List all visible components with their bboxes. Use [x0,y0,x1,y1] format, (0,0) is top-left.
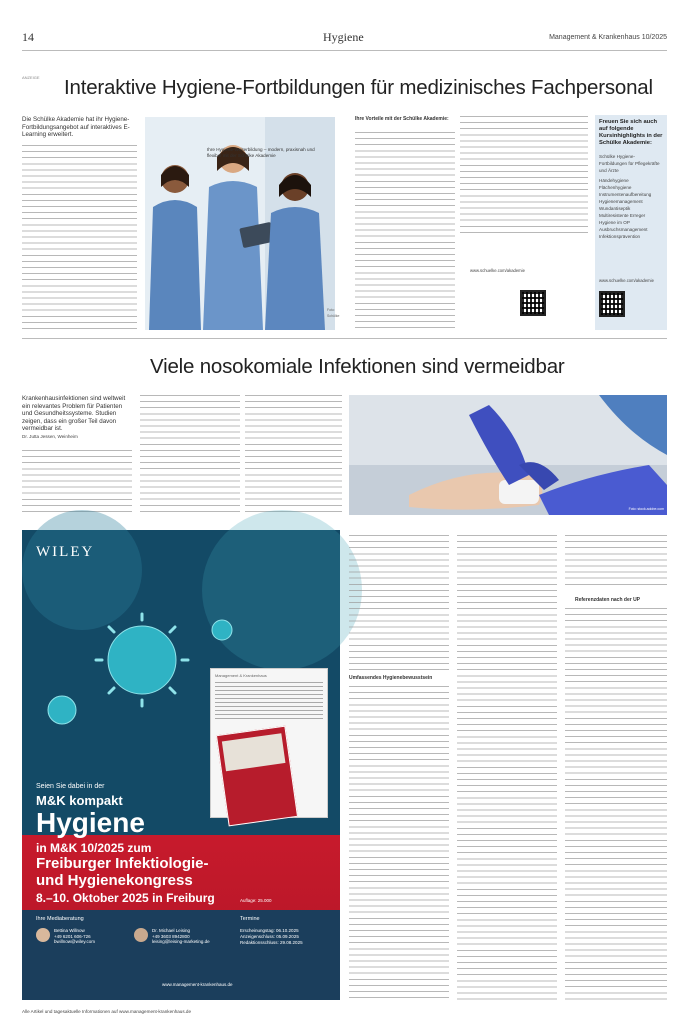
list-item: Flächenhygiene [599,185,632,190]
term-label: Erscheinungstag: [240,928,275,933]
ad-kicker2: M&K kompakt [36,793,123,808]
list-item: Instrumentenaufbereitung [599,192,652,197]
wiley-logo: WILEY [36,544,95,560]
terms-list [240,928,303,946]
akademie-link-left[interactable]: www.schuelke.com/akademie [470,268,525,273]
list-item: Händehygiene [599,178,629,183]
article2-lead: Krankenhausinfektionen sind weltweit ein relevantes Problem für Patienten und Gesundheitssysteme. Studien zeigen, dass ein großer Teil davon vermeidbar ist. [22,395,126,433]
list-item: Hygienemanagement [599,199,643,204]
article1-body-col2 [355,132,455,330]
infobox-title: Freuen Sie sich auch auf folgende Kursinhighlights in der Schülke Akademie: [599,119,663,146]
list-item: Ausbruchsmanagement [599,227,648,232]
contact-1 [54,928,95,945]
advantages-heading: Ihre Vorteile mit der Schülke Akademie: [355,116,449,122]
contact-name: Dr. Michael Leising [152,928,191,933]
article1-title: Interaktive Hygiene-Fortbildungen für medizinisches Fachpersonal [64,76,653,99]
article1-body-col3 [460,116,588,236]
photo-credit: Foto: Schülke [327,308,340,319]
article2-body-col6b [565,608,667,1001]
article2-title: Viele nosokomiale Infektionen sind vermeidbar [150,355,565,378]
contact-mail[interactable]: leising@leising-marketing.de [152,939,210,945]
infobox-list [599,177,663,240]
subhead-referenzdaten: Referenzdaten nach der UP [575,597,641,603]
dates-label: Termine [240,916,260,922]
footer-text[interactable]: Alle Artikel und tagesaktuelle Informationen auf www.management-krankenhaus.de [22,1009,192,1014]
article2-body-col4b [349,686,449,1001]
term-value: 06.10.2025 [276,928,299,933]
ad-red-panel [22,783,340,1000]
contact-name: Bettina Willnow [54,928,85,933]
article1-body-col1 [22,145,137,330]
ad-sub3: und Hygienekongress [36,872,193,889]
article2-body-col4a [349,535,449,670]
list-item: Multiresistente Erreger [599,213,646,218]
article2-body-col3 [245,395,342,513]
term-label: Redaktionsschluss: [240,940,279,945]
article2-body-col6a [565,535,667,590]
contact-2 [152,928,210,945]
wiley-advertisement[interactable] [22,530,340,1000]
infobox [595,115,667,330]
list-item: Infektionsprävention [599,234,641,239]
page-number: 14 [22,30,34,44]
ad-auflage: Auflage: 25.000 [240,898,272,903]
ad-kicker1: Seien Sie dabei in der [36,783,105,790]
wound-care-photo [349,395,667,515]
header-rule [22,50,667,51]
ad-url[interactable]: www.management-krankenhaus.de [162,982,233,987]
subhead-hygienebewusstsein: Umfassendes Hygienebewusstsein [349,675,433,681]
list-item: Wundantiseptik [599,206,631,211]
photo2-credit: Foto: stock.adobe.com [628,506,664,511]
article2-body-col1 [22,450,132,514]
contact-phone: +49 3603 8942800 [152,933,190,939]
publication-info: Management & Krankenhaus 10/2025 [549,34,667,41]
list-item: Hygiene im OP [599,220,630,225]
akademie-link-right[interactable]: www.schuelke.com/akademie [599,278,654,283]
article2-body-col2 [140,395,240,513]
contact-phone: +49 6201 606-726 [54,933,91,939]
contact-mail[interactable]: bwillnow@wiley.com [54,939,95,945]
article-divider [22,338,667,339]
ad-sub2: Freiburger Infektiologie- [36,855,209,872]
article2-body-col5 [457,535,557,1001]
contact-label: Ihre Mediaberatung [36,916,84,922]
magazine-cover-front [216,726,298,827]
magazine-small-title: Management & Krankenhaus [215,673,267,678]
infobox-intro: Schülke Hygiene-Fortbildungen für Pflegekräfte und Ärzte [599,154,660,173]
ad-dates: 8.–10. Oktober 2025 in Freiburg [36,891,215,905]
nurses-photo [145,117,340,330]
term-label: Anzeigenschluss: [240,934,276,939]
ad-sub1: in M&K 10/2025 zum [36,841,152,855]
term-value: 05.09.2025 [276,934,299,939]
qr-code-left[interactable] [520,290,546,316]
wound-care-illustration [349,395,667,515]
photo-caption: Ihre Hygiene-Weiterbildung – modern, praxisnah und flexibel mit der Schülke Akademie [207,147,315,159]
ad-kicker: ANZEIGE [22,75,40,80]
ad-headline: Hygiene [36,807,145,838]
qr-code-right[interactable] [599,291,625,317]
article1-lead: Die Schülke Akademie hat ihr Hygiene-Fortbildungsangebot auf interaktives E-Learning erweitert. [22,116,130,139]
section-title: Hygiene [323,30,364,44]
article2-author: Dr. Jutta Jessen, Weinheim [22,434,78,439]
avatar [36,928,50,942]
term-value: 29.08.2025 [280,940,303,945]
avatar [134,928,148,942]
